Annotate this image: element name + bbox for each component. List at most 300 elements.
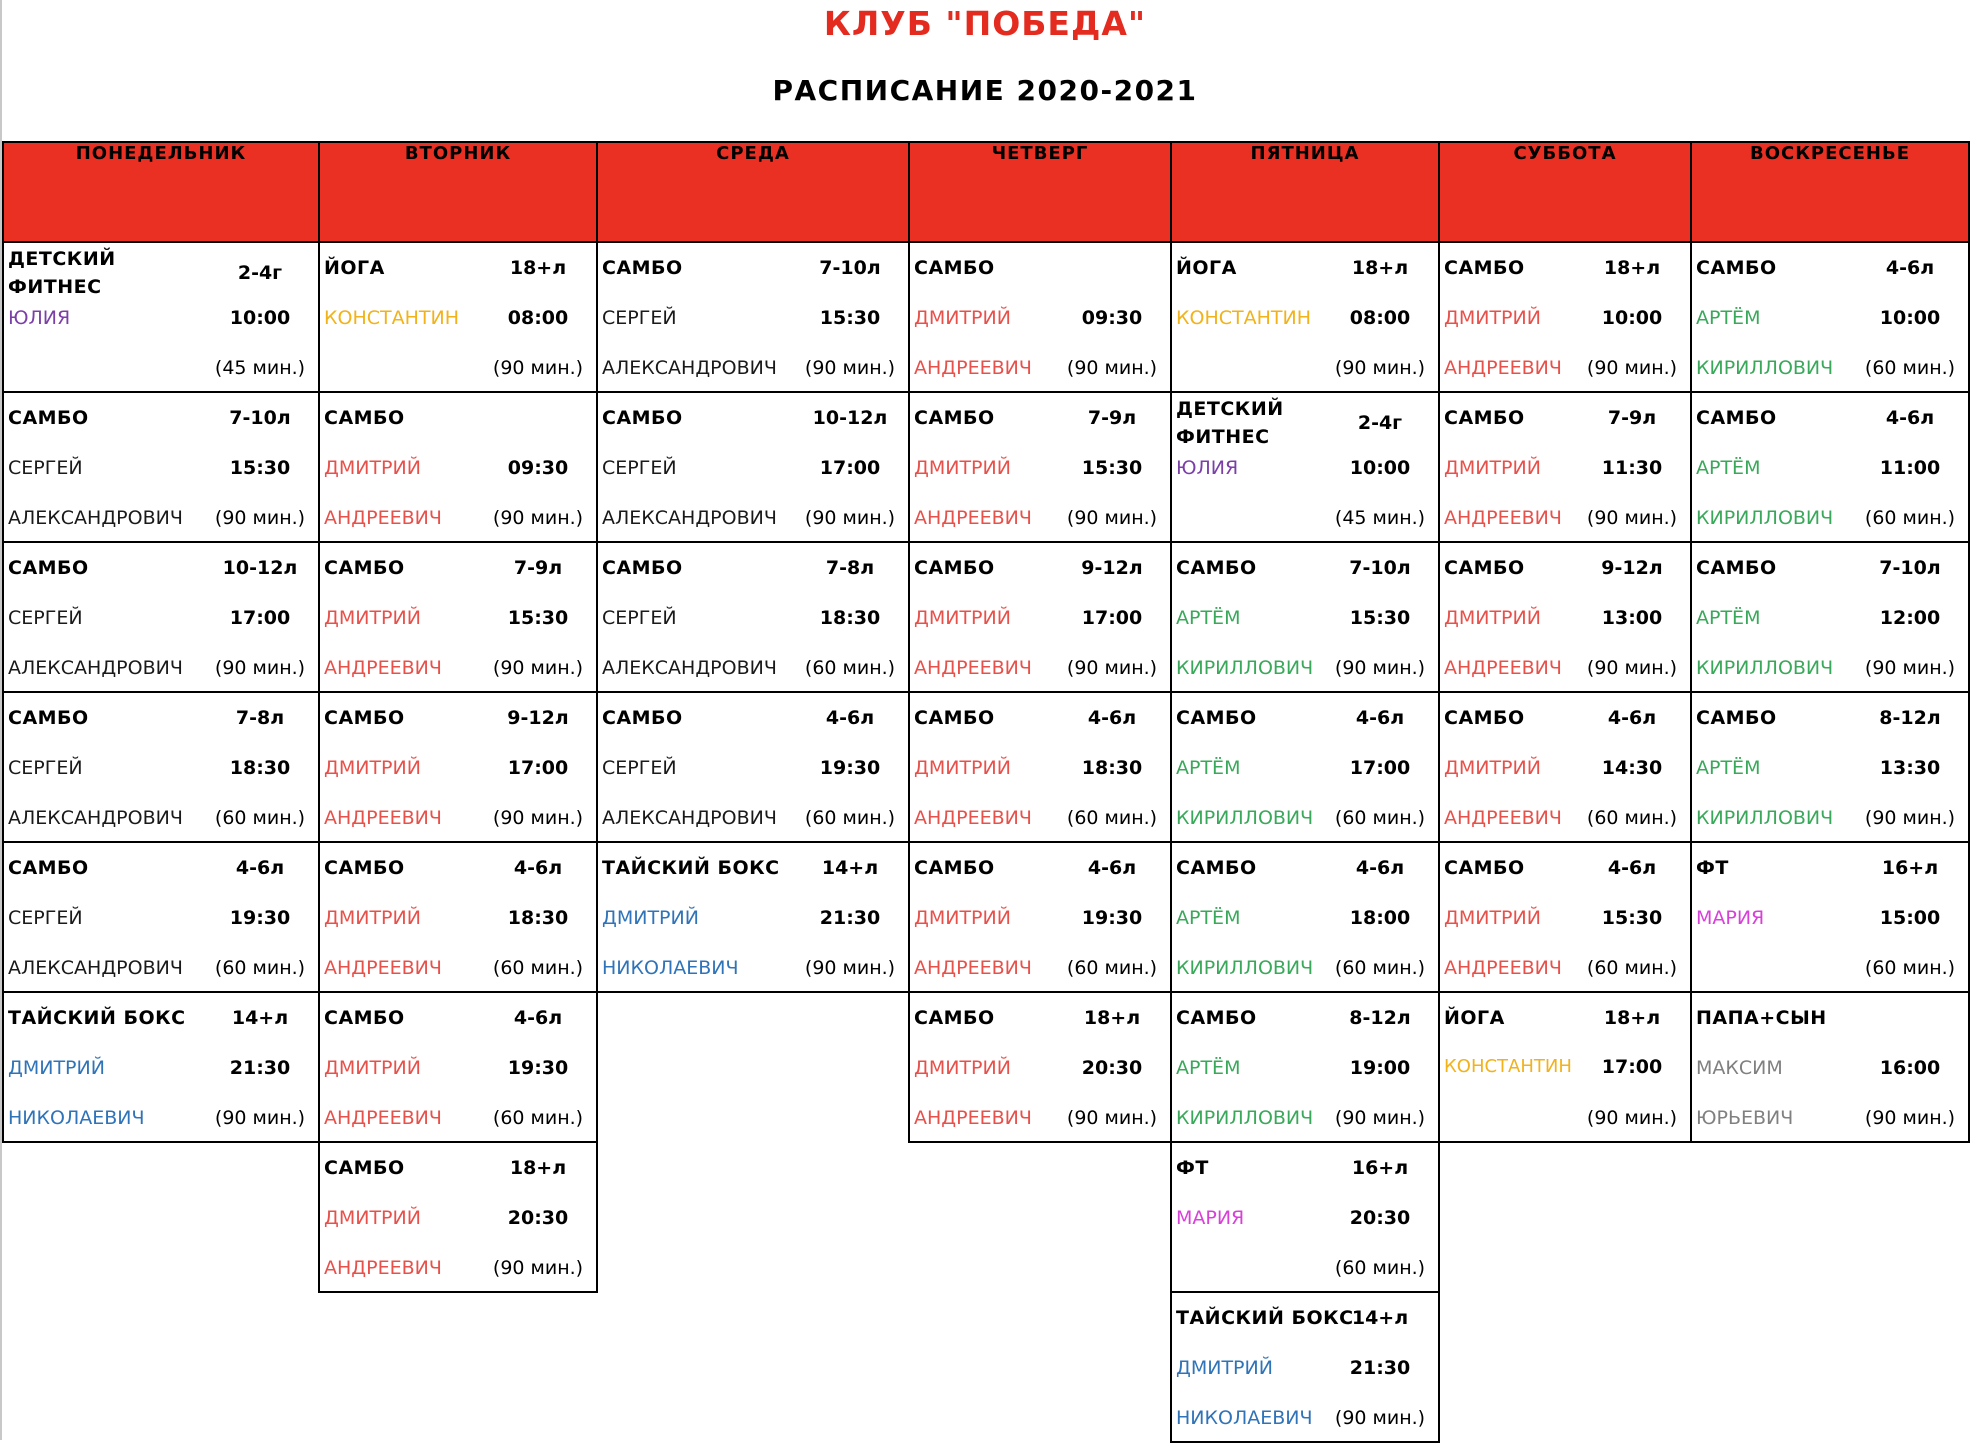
class-time: 09:30 bbox=[507, 457, 569, 479]
class-entry bbox=[1171, 842, 1439, 992]
class-duration: (90 мин.) bbox=[804, 507, 896, 529]
trainer-first-name: ДМИТРИЙ bbox=[1444, 307, 1541, 329]
class-time: 14:30 bbox=[1601, 757, 1663, 779]
class-time: 15:30 bbox=[819, 307, 881, 329]
class-entry bbox=[1439, 692, 1691, 842]
age-group: 4-6л bbox=[1607, 857, 1657, 879]
class-time: 12:00 bbox=[1879, 607, 1941, 629]
class-entry bbox=[319, 842, 597, 992]
class-duration: (90 мин.) bbox=[1586, 357, 1678, 379]
class-duration: (60 мин.) bbox=[492, 1107, 584, 1129]
age-group: 18+л bbox=[1603, 257, 1661, 279]
trainer-first-name: АРТЁМ bbox=[1176, 1057, 1241, 1079]
activity-name: САМБО bbox=[1444, 857, 1525, 879]
trainer-patronymic: АНДРЕЕВИЧ bbox=[914, 357, 1032, 379]
age-group: 7-10л bbox=[1879, 557, 1941, 579]
age-group: 9-12л bbox=[1601, 557, 1663, 579]
class-entry bbox=[1439, 992, 1691, 1142]
class-time: 15:30 bbox=[229, 457, 291, 479]
trainer-first-name: АРТЁМ bbox=[1696, 757, 1761, 779]
class-entry bbox=[319, 992, 597, 1142]
class-time: 15:30 bbox=[1081, 457, 1143, 479]
class-time: 13:30 bbox=[1879, 757, 1941, 779]
class-entry bbox=[909, 842, 1171, 992]
trainer-patronymic: НИКОЛАЕВИЧ bbox=[602, 957, 739, 979]
age-group: 7-10л bbox=[1349, 557, 1411, 579]
class-time: 08:00 bbox=[507, 307, 569, 329]
class-duration: (60 мин.) bbox=[1864, 957, 1956, 979]
trainer-patronymic: КИРИЛЛОВИЧ bbox=[1176, 957, 1314, 979]
activity-name: САМБО bbox=[324, 707, 405, 729]
activity-name: САМБО bbox=[1444, 557, 1525, 579]
class-duration: (60 мин.) bbox=[1586, 957, 1678, 979]
class-entry bbox=[1171, 542, 1439, 692]
empty-cell bbox=[3, 1142, 319, 1292]
trainer-first-name: МАКСИМ bbox=[1696, 1057, 1783, 1079]
class-entry bbox=[909, 992, 1171, 1142]
day-header: ЧЕТВЕРГ bbox=[909, 142, 1171, 242]
age-group: 7-8л bbox=[825, 557, 875, 579]
age-group: 4-6л bbox=[1087, 707, 1137, 729]
trainer-first-name: СЕРГЕЙ bbox=[8, 607, 83, 629]
class-entry bbox=[909, 692, 1171, 842]
trainer-first-name: ДМИТРИЙ bbox=[914, 457, 1011, 479]
class-duration: (60 мин.) bbox=[214, 957, 306, 979]
activity-name: САМБО bbox=[324, 557, 405, 579]
trainer-first-name: ДМИТРИЙ bbox=[1444, 907, 1541, 929]
class-time: 17:00 bbox=[1601, 1056, 1663, 1078]
activity-name: САМБО bbox=[8, 707, 89, 729]
age-group: 4-6л bbox=[825, 707, 875, 729]
activity-name: САМБО bbox=[914, 257, 995, 279]
day-header-row bbox=[3, 142, 1969, 242]
trainer-first-name: ЮЛИЯ bbox=[8, 307, 71, 329]
trainer-patronymic: АНДРЕЕВИЧ bbox=[324, 1257, 442, 1279]
age-group: 18+л bbox=[1603, 1007, 1661, 1029]
class-entry bbox=[3, 242, 319, 392]
trainer-patronymic: КИРИЛЛОВИЧ bbox=[1176, 657, 1314, 679]
class-entry bbox=[319, 242, 597, 392]
class-time: 19:00 bbox=[1349, 1057, 1411, 1079]
class-time: 15:30 bbox=[1601, 907, 1663, 929]
trainer-first-name: СЕРГЕЙ bbox=[602, 307, 677, 329]
class-entry bbox=[597, 692, 909, 842]
activity-name: ДЕТСКИЙ ФИТНЕС bbox=[1176, 398, 1284, 448]
trainer-patronymic: АНДРЕЕВИЧ bbox=[324, 807, 442, 829]
class-duration: (90 мин.) bbox=[214, 657, 306, 679]
age-group: 18+л bbox=[1083, 1007, 1141, 1029]
class-duration: (60 мин.) bbox=[1334, 807, 1426, 829]
class-time: 20:30 bbox=[1349, 1207, 1411, 1229]
class-duration: (90 мин.) bbox=[1334, 1407, 1426, 1429]
age-group: 7-10л bbox=[229, 407, 291, 429]
class-time: 17:00 bbox=[819, 457, 881, 479]
class-duration: (90 мин.) bbox=[1586, 1107, 1678, 1129]
time-slot-row bbox=[3, 692, 1969, 842]
class-time: 10:00 bbox=[229, 307, 291, 329]
trainer-patronymic: АНДРЕЕВИЧ bbox=[1444, 657, 1562, 679]
age-group: 7-9л bbox=[1607, 407, 1657, 429]
class-duration: (60 мин.) bbox=[1864, 507, 1956, 529]
trainer-patronymic: АЛЕКСАНДРОВИЧ bbox=[8, 657, 183, 679]
age-group: 18+л bbox=[509, 1157, 567, 1179]
class-duration: (90 мин.) bbox=[492, 507, 584, 529]
trainer-patronymic: АЛЕКСАНДРОВИЧ bbox=[8, 807, 183, 829]
class-time: 19:30 bbox=[1081, 907, 1143, 929]
trainer-first-name: ДМИТРИЙ bbox=[1444, 457, 1541, 479]
class-time: 17:00 bbox=[229, 607, 291, 629]
class-entry bbox=[1439, 842, 1691, 992]
trainer-patronymic: АЛЕКСАНДРОВИЧ bbox=[602, 657, 777, 679]
activity-name: САМБО bbox=[1176, 557, 1257, 579]
day-header: СУББОТА bbox=[1439, 142, 1691, 242]
class-entry bbox=[1691, 692, 1969, 842]
age-group: 8-12л bbox=[1879, 707, 1941, 729]
age-group: 4-6л bbox=[1355, 857, 1405, 879]
class-duration: (90 мин.) bbox=[1334, 357, 1426, 379]
trainer-patronymic: АНДРЕЕВИЧ bbox=[1444, 957, 1562, 979]
class-entry bbox=[1439, 242, 1691, 392]
trainer-first-name: КОНСТАНТИН bbox=[1444, 1056, 1572, 1077]
trainer-first-name: ДМИТРИЙ bbox=[1444, 607, 1541, 629]
class-time: 17:00 bbox=[1349, 757, 1411, 779]
activity-name: ФТ bbox=[1696, 857, 1729, 879]
trainer-patronymic: АЛЕКСАНДРОВИЧ bbox=[8, 957, 183, 979]
age-group: 18+л bbox=[1351, 257, 1409, 279]
trainer-first-name: ДМИТРИЙ bbox=[324, 1057, 421, 1079]
activity-name: ТАЙСКИЙ БОКС bbox=[8, 1007, 186, 1029]
age-group: 10-12л bbox=[222, 557, 298, 579]
class-time: 18:30 bbox=[229, 757, 291, 779]
trainer-patronymic: ЮРЬЕВИЧ bbox=[1696, 1107, 1794, 1129]
trainer-first-name: АРТЁМ bbox=[1176, 907, 1241, 929]
age-group: 14+л bbox=[821, 857, 879, 879]
class-entry bbox=[1171, 392, 1439, 542]
class-entry bbox=[909, 542, 1171, 692]
activity-name: САМБО bbox=[1176, 857, 1257, 879]
trainer-patronymic: КИРИЛЛОВИЧ bbox=[1696, 807, 1834, 829]
class-time: 10:00 bbox=[1349, 457, 1411, 479]
trainer-first-name: ДМИТРИЙ bbox=[324, 907, 421, 929]
class-duration: (90 мин.) bbox=[1864, 657, 1956, 679]
trainer-first-name: АРТЁМ bbox=[1696, 607, 1761, 629]
time-slot-row bbox=[3, 242, 1969, 392]
empty-cell bbox=[1439, 1142, 1691, 1292]
activity-name: САМБО bbox=[324, 1007, 405, 1029]
trainer-first-name: КОНСТАНТИН bbox=[324, 307, 459, 329]
class-time: 19:30 bbox=[819, 757, 881, 779]
class-duration: (60 мин.) bbox=[1066, 807, 1158, 829]
trainer-patronymic: АНДРЕЕВИЧ bbox=[324, 1107, 442, 1129]
activity-name: САМБО bbox=[914, 407, 995, 429]
class-duration: (60 мин.) bbox=[1864, 357, 1956, 379]
activity-name: САМБО bbox=[914, 857, 995, 879]
class-duration: (60 мин.) bbox=[1334, 1257, 1426, 1279]
club-title: КЛУБ "ПОБЕДА" bbox=[823, 4, 1147, 43]
trainer-first-name: ДМИТРИЙ bbox=[8, 1057, 105, 1079]
activity-name: САМБО bbox=[914, 707, 995, 729]
class-duration: (60 мин.) bbox=[1334, 957, 1426, 979]
age-group: 7-9л bbox=[1087, 407, 1137, 429]
class-entry bbox=[3, 392, 319, 542]
age-group: 18+л bbox=[509, 257, 567, 279]
trainer-patronymic: АНДРЕЕВИЧ bbox=[324, 657, 442, 679]
activity-name: ЙОГА bbox=[1444, 1007, 1505, 1029]
age-group: 2-4г bbox=[237, 262, 283, 284]
trainer-first-name: ДМИТРИЙ bbox=[1444, 757, 1541, 779]
age-group: 7-10л bbox=[819, 257, 881, 279]
class-duration: (90 мин.) bbox=[214, 507, 306, 529]
trainer-first-name: МАРИЯ bbox=[1696, 907, 1765, 929]
activity-name: САМБО bbox=[1444, 707, 1525, 729]
trainer-first-name: ЮЛИЯ bbox=[1176, 457, 1239, 479]
class-duration: (90 мин.) bbox=[492, 1257, 584, 1279]
schedule-table bbox=[2, 141, 1970, 1443]
age-group: 4-6л bbox=[513, 1007, 563, 1029]
trainer-first-name: АРТЁМ bbox=[1176, 607, 1241, 629]
age-group: 16+л bbox=[1881, 857, 1939, 879]
empty-cell bbox=[1439, 1292, 1691, 1442]
trainer-first-name: МАРИЯ bbox=[1176, 1207, 1245, 1229]
activity-name: САМБО bbox=[914, 557, 995, 579]
class-duration: (90 мин.) bbox=[804, 957, 896, 979]
trainer-patronymic: АЛЕКСАНДРОВИЧ bbox=[602, 357, 777, 379]
class-entry bbox=[1691, 992, 1969, 1142]
activity-name: САМБО bbox=[324, 857, 405, 879]
trainer-patronymic: АЛЕКСАНДРОВИЧ bbox=[602, 507, 777, 529]
class-entry bbox=[319, 692, 597, 842]
class-entry bbox=[3, 992, 319, 1142]
class-time: 10:00 bbox=[1601, 307, 1663, 329]
activity-name: ДЕТСКИЙ ФИТНЕС bbox=[8, 248, 116, 298]
trainer-first-name: ДМИТРИЙ bbox=[324, 1207, 421, 1229]
class-duration: (90 мин.) bbox=[214, 1107, 306, 1129]
class-entry bbox=[597, 242, 909, 392]
class-entry bbox=[1691, 392, 1969, 542]
trainer-first-name: СЕРГЕЙ bbox=[602, 457, 677, 479]
trainer-first-name: ДМИТРИЙ bbox=[602, 907, 699, 929]
activity-name: САМБО bbox=[8, 557, 89, 579]
trainer-patronymic: НИКОЛАЕВИЧ bbox=[1176, 1407, 1313, 1429]
class-entry bbox=[3, 692, 319, 842]
empty-cell bbox=[597, 1142, 909, 1292]
trainer-first-name: ДМИТРИЙ bbox=[324, 607, 421, 629]
activity-name: САМБО bbox=[324, 407, 405, 429]
class-duration: (90 мин.) bbox=[1586, 657, 1678, 679]
trainer-first-name: АРТЁМ bbox=[1696, 457, 1761, 479]
trainer-patronymic: КИРИЛЛОВИЧ bbox=[1696, 507, 1834, 529]
schedule-subtitle: РАСПИСАНИЕ 2020-2021 bbox=[772, 74, 1198, 107]
activity-name: САМБО bbox=[324, 1157, 405, 1179]
class-entry bbox=[1439, 542, 1691, 692]
class-time: 08:00 bbox=[1349, 307, 1411, 329]
class-entry bbox=[3, 842, 319, 992]
class-time: 13:00 bbox=[1601, 607, 1663, 629]
trainer-first-name: ДМИТРИЙ bbox=[324, 457, 421, 479]
class-entry bbox=[1439, 392, 1691, 542]
activity-name: САМБО bbox=[602, 407, 683, 429]
trainer-patronymic: КИРИЛЛОВИЧ bbox=[1176, 1107, 1314, 1129]
trainer-first-name: ДМИТРИЙ bbox=[914, 757, 1011, 779]
trainer-patronymic: АНДРЕЕВИЧ bbox=[1444, 507, 1562, 529]
class-duration: (90 мин.) bbox=[492, 657, 584, 679]
class-duration: (90 мин.) bbox=[1066, 357, 1158, 379]
class-entry bbox=[1171, 692, 1439, 842]
class-entry bbox=[319, 392, 597, 542]
age-group: 7-8л bbox=[235, 707, 285, 729]
trainer-first-name: ДМИТРИЙ bbox=[914, 607, 1011, 629]
day-header: ПЯТНИЦА bbox=[1171, 142, 1439, 242]
class-duration: (90 мин.) bbox=[492, 357, 584, 379]
class-time: 18:30 bbox=[507, 907, 569, 929]
empty-cell bbox=[3, 1292, 319, 1442]
trainer-patronymic: АНДРЕЕВИЧ bbox=[914, 807, 1032, 829]
activity-name: САМБО bbox=[602, 557, 683, 579]
class-duration: (60 мин.) bbox=[804, 657, 896, 679]
class-time: 19:30 bbox=[229, 907, 291, 929]
age-group: 4-6л bbox=[1885, 407, 1935, 429]
class-entry bbox=[1171, 1292, 1439, 1442]
age-group: 4-6л bbox=[1087, 857, 1137, 879]
class-duration: (60 мин.) bbox=[214, 807, 306, 829]
class-time: 15:30 bbox=[507, 607, 569, 629]
class-entry bbox=[909, 242, 1171, 392]
class-entry bbox=[1171, 992, 1439, 1142]
class-duration: (90 мин.) bbox=[492, 807, 584, 829]
trainer-patronymic: АЛЕКСАНДРОВИЧ bbox=[602, 807, 777, 829]
class-duration: (90 мин.) bbox=[1334, 1107, 1426, 1129]
class-duration: (90 мин.) bbox=[1066, 507, 1158, 529]
class-duration: (90 мин.) bbox=[1864, 807, 1956, 829]
empty-cell bbox=[597, 992, 909, 1142]
activity-name: ЙОГА bbox=[1176, 257, 1237, 279]
class-duration: (90 мин.) bbox=[804, 357, 896, 379]
trainer-first-name: СЕРГЕЙ bbox=[8, 907, 83, 929]
trainer-patronymic: АНДРЕЕВИЧ bbox=[1444, 807, 1562, 829]
class-entry bbox=[319, 542, 597, 692]
age-group: 2-4г bbox=[1357, 412, 1403, 434]
class-time: 17:00 bbox=[1081, 607, 1143, 629]
activity-name: ЙОГА bbox=[324, 257, 385, 279]
empty-cell bbox=[909, 1292, 1171, 1442]
trainer-patronymic: АНДРЕЕВИЧ bbox=[324, 507, 442, 529]
class-entry bbox=[1171, 242, 1439, 392]
trainer-patronymic: КИРИЛЛОВИЧ bbox=[1176, 807, 1314, 829]
activity-name: САМБО bbox=[1696, 257, 1777, 279]
class-duration: (90 мин.) bbox=[1334, 657, 1426, 679]
activity-name: САМБО bbox=[1444, 257, 1525, 279]
class-time: 21:30 bbox=[1349, 1357, 1411, 1379]
activity-name: ПАПА+СЫН bbox=[1696, 1007, 1827, 1029]
trainer-patronymic: КИРИЛЛОВИЧ bbox=[1696, 357, 1834, 379]
class-time: 18:00 bbox=[1349, 907, 1411, 929]
trainer-first-name: СЕРГЕЙ bbox=[602, 757, 677, 779]
empty-cell bbox=[319, 1292, 597, 1442]
class-time: 18:30 bbox=[1081, 757, 1143, 779]
class-time: 15:30 bbox=[1349, 607, 1411, 629]
activity-name: САМБО bbox=[602, 707, 683, 729]
class-entry bbox=[1691, 542, 1969, 692]
age-group: 14+л bbox=[1351, 1307, 1409, 1329]
trainer-patronymic: КИРИЛЛОВИЧ bbox=[1696, 657, 1834, 679]
activity-name: САМБО bbox=[1696, 407, 1777, 429]
class-entry bbox=[597, 392, 909, 542]
class-duration: (60 мин.) bbox=[1586, 807, 1678, 829]
class-time: 18:30 bbox=[819, 607, 881, 629]
activity-name: САМБО bbox=[1696, 707, 1777, 729]
class-entry bbox=[909, 392, 1171, 542]
trainer-first-name: ДМИТРИЙ bbox=[914, 907, 1011, 929]
activity-name: САМБО bbox=[602, 257, 683, 279]
trainer-first-name: СЕРГЕЙ bbox=[602, 607, 677, 629]
class-time: 17:00 bbox=[507, 757, 569, 779]
activity-name: САМБО bbox=[1176, 707, 1257, 729]
trainer-patronymic: АНДРЕЕВИЧ bbox=[1444, 357, 1562, 379]
class-time: 21:30 bbox=[819, 907, 881, 929]
trainer-first-name: АРТЁМ bbox=[1176, 757, 1241, 779]
time-slot-row bbox=[3, 1292, 1969, 1442]
age-group: 4-6л bbox=[513, 857, 563, 879]
class-entry bbox=[319, 1142, 597, 1292]
class-duration: (45 мин.) bbox=[1334, 507, 1426, 529]
class-duration: (90 мин.) bbox=[1864, 1107, 1956, 1129]
trainer-first-name: ДМИТРИЙ bbox=[914, 307, 1011, 329]
activity-name: ТАЙСКИЙ БОКС bbox=[602, 857, 780, 879]
trainer-first-name: СЕРГЕЙ bbox=[8, 757, 83, 779]
trainer-patronymic: АЛЕКСАНДРОВИЧ bbox=[8, 507, 183, 529]
activity-name: САМБО bbox=[1444, 407, 1525, 429]
age-group: 9-12л bbox=[507, 707, 569, 729]
trainer-first-name: КОНСТАНТИН bbox=[1176, 307, 1311, 329]
age-group: 14+л bbox=[231, 1007, 289, 1029]
trainer-patronymic: АНДРЕЕВИЧ bbox=[914, 507, 1032, 529]
age-group: 16+л bbox=[1351, 1157, 1409, 1179]
class-time: 20:30 bbox=[507, 1207, 569, 1229]
time-slot-row bbox=[3, 542, 1969, 692]
time-slot-row bbox=[3, 842, 1969, 992]
age-group: 4-6л bbox=[1355, 707, 1405, 729]
time-slot-row bbox=[3, 992, 1969, 1142]
age-group: 4-6л bbox=[1885, 257, 1935, 279]
activity-name: САМБО bbox=[914, 1007, 995, 1029]
class-duration: (60 мин.) bbox=[1066, 957, 1158, 979]
class-time: 16:00 bbox=[1879, 1057, 1941, 1079]
age-group: 4-6л bbox=[235, 857, 285, 879]
class-time: 09:30 bbox=[1081, 307, 1143, 329]
class-time: 21:30 bbox=[229, 1057, 291, 1079]
class-entry bbox=[3, 542, 319, 692]
day-header: ВОСКРЕСЕНЬЕ bbox=[1691, 142, 1969, 242]
empty-cell bbox=[597, 1292, 909, 1442]
activity-name: САМБО bbox=[8, 407, 89, 429]
activity-name: ФТ bbox=[1176, 1157, 1209, 1179]
trainer-first-name: АРТЁМ bbox=[1696, 307, 1761, 329]
activity-name: САМБО bbox=[1696, 557, 1777, 579]
class-time: 10:00 bbox=[1879, 307, 1941, 329]
class-duration: (60 мин.) bbox=[492, 957, 584, 979]
class-time: 19:30 bbox=[507, 1057, 569, 1079]
age-group: 4-6л bbox=[1607, 707, 1657, 729]
class-time: 20:30 bbox=[1081, 1057, 1143, 1079]
class-entry bbox=[1691, 242, 1969, 392]
class-entry bbox=[597, 542, 909, 692]
age-group: 9-12л bbox=[1081, 557, 1143, 579]
class-duration: (90 мин.) bbox=[1066, 657, 1158, 679]
trainer-first-name: ДМИТРИЙ bbox=[324, 757, 421, 779]
class-duration: (45 мин.) bbox=[214, 357, 306, 379]
activity-name: САМБО bbox=[8, 857, 89, 879]
empty-cell bbox=[1691, 1292, 1969, 1442]
